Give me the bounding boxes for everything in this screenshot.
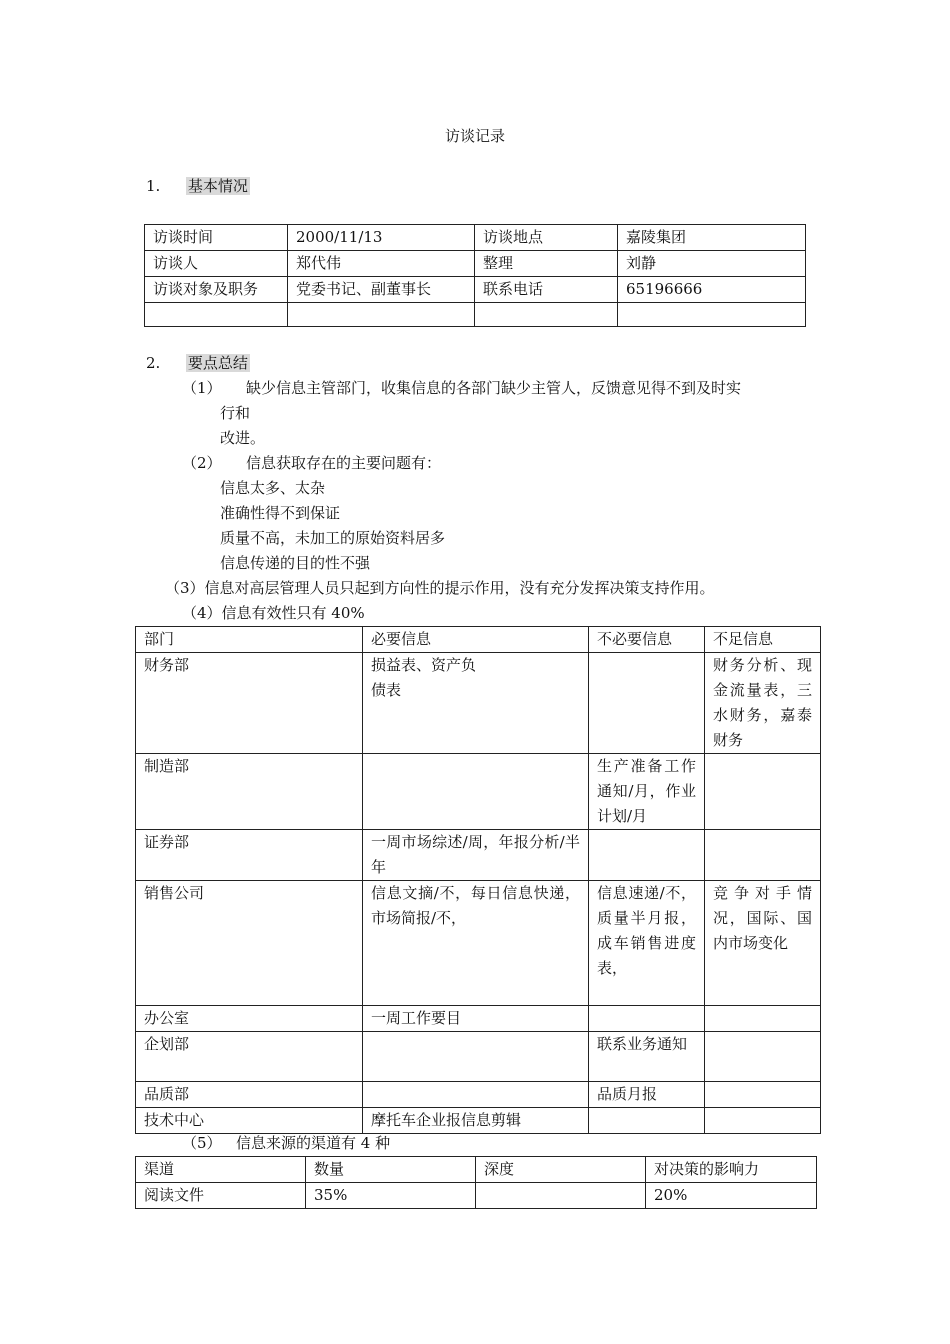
table-cell: 访谈地点 [475,225,618,251]
table-header: 不足信息 [705,627,821,653]
section1-number: 1. [146,177,161,195]
table-header: 必要信息 [363,627,589,653]
table-header: 对决策的影响力 [646,1157,817,1183]
point5-number: （5） [182,1134,222,1152]
basic-info-table [144,224,806,327]
table-cell: 35% [306,1183,476,1209]
table-cell [589,830,705,881]
table-header-row [136,627,821,653]
table-row [136,1183,817,1209]
table-cell: 整理 [475,251,618,277]
table-cell: 嘉陵集团 [618,225,806,251]
table-cell [476,1183,646,1209]
table-cell [589,653,705,754]
table-cell [705,1082,821,1108]
table-cell [705,1108,821,1134]
table-cell: 制造部 [136,754,363,830]
department-info-table [135,626,821,1134]
table-row [136,1108,821,1134]
table-cell: 65196666 [618,277,806,303]
section1-heading [146,174,250,199]
table-cell [363,754,589,830]
point3-text: （3）信息对高层管理人员只起到方向性的提示作用，没有充分发挥决策支持作用。 [165,579,715,597]
table-cell [705,830,821,881]
table-row [145,303,806,327]
table-cell: 技术中心 [136,1108,363,1134]
point4-text: （4）信息有效性只有 40% [182,604,365,622]
table-header: 不必要信息 [589,627,705,653]
table-cell: 访谈人 [145,251,288,277]
table-cell: 损益表、资产负 债表 [363,653,589,754]
section1-title: 基本情况 [187,177,248,195]
table-cell [145,303,288,327]
table-cell: 品质部 [136,1082,363,1108]
table-row [145,225,806,251]
list-item: 信息传递的目的性不强 [220,554,371,572]
point1-number: （1） [182,379,222,397]
table-row [136,754,821,830]
table-cell: 证券部 [136,830,363,881]
table-header: 渠道 [136,1157,306,1183]
table-cell: 财务部 [136,653,363,754]
table-row [136,653,821,754]
table-row [145,251,806,277]
point1-line3: 改进。 [220,429,266,447]
table-row [145,277,806,303]
table-cell: 联系业务通知 [589,1032,705,1082]
table-cell: 2000/11/13 [288,225,475,251]
table-cell [705,1006,821,1032]
table-cell [475,303,618,327]
table-cell: 一周市场综述/周，年报分析/半年 [363,830,589,881]
table-header: 数量 [306,1157,476,1183]
table-cell: 信息速递/不，质量半月报，成车销售进度表， [589,881,705,1006]
list-item: 质量不高，未加工的原始资料居多 [220,529,446,547]
table-header: 部门 [136,627,363,653]
section2-number: 2. [146,354,161,372]
table-cell: 20% [646,1183,817,1209]
table-cell [589,1108,705,1134]
table-cell: 销售公司 [136,881,363,1006]
table-cell: 刘静 [618,251,806,277]
page-title: 访谈记录 [444,127,505,145]
table-header-row [136,1157,817,1183]
table-header: 深度 [476,1157,646,1183]
table-cell [705,1032,821,1082]
table-cell [363,1082,589,1108]
table-cell: 阅读文件 [136,1183,306,1209]
table-row [136,1082,821,1108]
table-cell: 访谈时间 [145,225,288,251]
table-cell: 竞争对手情况，国际、国内市场变化 [705,881,821,1006]
table-cell: 一周工作要目 [363,1006,589,1032]
table-row [136,1006,821,1032]
table-cell [363,1032,589,1082]
table-cell: 品质月报 [589,1082,705,1108]
table-row [136,830,821,881]
table-cell: 摩托车企业报信息剪辑 [363,1108,589,1134]
table-cell [705,754,821,830]
table-cell: 企划部 [136,1032,363,1082]
section2-heading [146,351,250,376]
list-item: 准确性得不到保证 [220,504,341,522]
table-cell [589,1006,705,1032]
point1-text: 缺少信息主管部门，收集信息的各部门缺少主管人，反馈意见得不到及时实 [246,379,742,397]
table-cell: 生产准备工作通知/月，作业计划/月 [589,754,705,830]
table-cell: 党委书记、副董事长 [288,277,475,303]
point5-text: 信息来源的渠道有 4 种 [236,1134,391,1152]
table-cell: 办公室 [136,1006,363,1032]
table-cell [618,303,806,327]
channel-table [135,1156,817,1209]
table-cell [288,303,475,327]
section2-title: 要点总结 [187,354,248,372]
point1-line2: 行和 [220,404,251,422]
table-cell: 财务分析、现金流量表，三水财务，嘉泰财务 [705,653,821,754]
table-cell: 联系电话 [475,277,618,303]
point2-text: 信息获取存在的主要问题有： [246,454,442,472]
list-item: 信息太多、太杂 [220,479,326,497]
table-cell: 信息文摘/不，每日信息快递，市场简报/不， [363,881,589,1006]
point2-number: （2） [182,454,222,472]
table-row [136,881,821,1006]
table-row [136,1032,821,1082]
table-cell: 郑代伟 [288,251,475,277]
table-cell: 访谈对象及职务 [145,277,288,303]
